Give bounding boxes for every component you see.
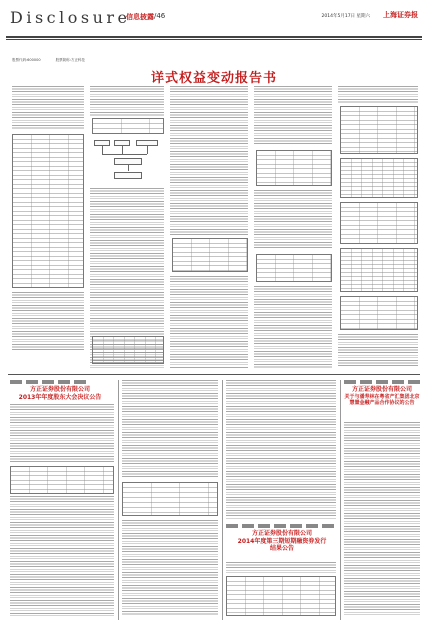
notice-3-title: 关于与潘寿林在粤省产汇集团北京慧置金融产品合作协议的公告 [344,393,420,406]
stock-code: 股票代码:600000 [12,58,41,62]
header-rule [6,36,422,38]
section-title: 信息披露 [126,13,154,21]
transaction-table [92,336,164,364]
notice-1-body-2 [10,496,114,616]
masthead [6,8,422,36]
column-rule [340,380,341,620]
report-column-3 [170,86,248,236]
notice-2-heading [236,530,328,553]
notice-3-company: 方正证券股份有限公司 [351,386,412,393]
financial-table-4 [340,158,418,198]
notice-1-continued-2 [122,520,218,616]
issue-date: 2014年5月17日 星期六 [321,14,370,19]
shareholding-table [92,118,164,134]
report-column-1b [12,292,84,352]
financial-table-1 [256,150,332,186]
definitions-table [12,134,84,288]
notice-2-body [226,562,336,574]
column-rule [222,380,223,620]
newspaper-logo: 上海证券报 [383,10,418,19]
notice-1-continued-3 [226,380,336,520]
brand-wordmark: Disclosure [10,8,131,27]
notice-2-title: 2014年度第三期短期融资券发行结果公告 [237,537,327,552]
report-column-4c [254,286,332,368]
section-divider [8,374,420,375]
report-column-5b [338,334,418,368]
notice-1-heading [14,386,106,401]
report-column-2 [90,86,164,116]
financial-table-5 [340,202,418,244]
financial-table-7 [340,296,418,330]
holding-change-table [172,238,248,272]
stock-code-line [12,58,99,63]
financial-table-3 [340,106,418,154]
page-number: /46 [154,12,166,20]
report-title: 详式权益变动报告书 [150,71,277,86]
report-column-3b [170,276,248,368]
notice-3-meta [344,380,420,384]
notice-1-vote-table [10,466,114,494]
column-rule [118,380,119,620]
financial-table-6 [340,248,418,292]
financial-table-2 [256,254,332,282]
stock-name: 股票简称:方正科技 [55,58,85,62]
report-column-5 [338,86,418,104]
notice-1-continued [122,380,218,478]
notice-1-company: 方正证券股份有限公司 [29,386,90,393]
notice-1-title: 2013年年度股东大会决议公告 [18,393,102,401]
report-column-4b [254,190,332,250]
notice-1-meta [10,380,90,384]
notice-2-issue-table [226,576,336,616]
ownership-diagram [92,138,164,184]
report-column-1 [12,86,84,130]
notice-2-meta [226,524,336,528]
notice-3-heading [344,386,420,406]
notice-1-body [10,404,114,464]
notice-1-results-table [122,482,218,516]
notice-3-body [344,422,420,616]
report-column-4 [254,86,332,146]
notice-2-company: 方正证券股份有限公司 [251,530,312,537]
header-rule-thin [6,39,422,40]
